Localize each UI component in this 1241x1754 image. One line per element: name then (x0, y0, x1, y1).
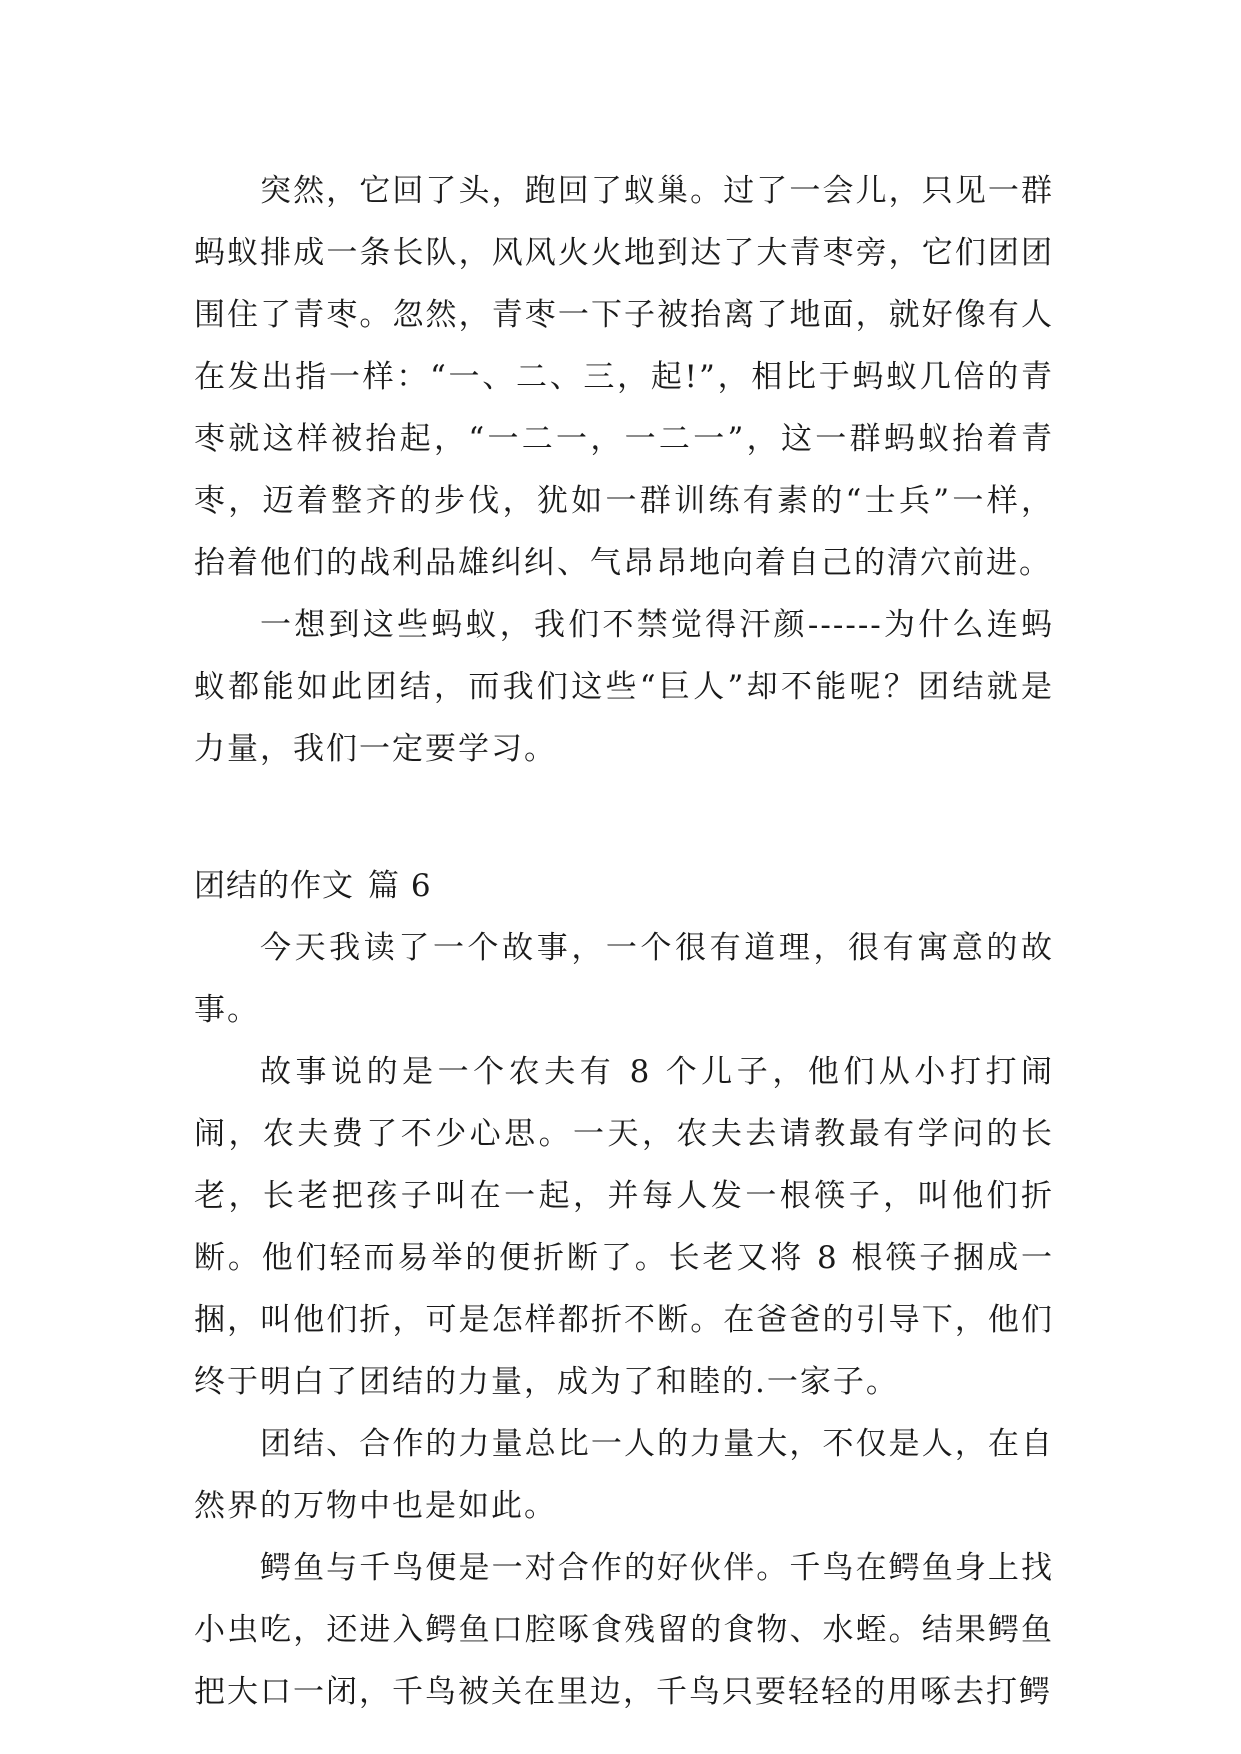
paragraph-ants-lifting-jujube: 突然，它回了头，跑回了蚁巢。过了一会儿，只见一群蚂蚁排成一条长队，风风火火地到达了大青枣旁，它们团团围住了青枣。忽然，青枣一下子被抬离了地面，就好像有人在发出指一样：“一、二、三，起!”，相比于蚂蚁几倍的青枣就这样被抬起，“一二一，一二一”，这一群蚂蚁抬着青枣，迈着整齐的步伐，犹如一群训练有素的“士兵”一样，抬着他们的战利品雄纠纠、气昂昂地向着自己的清穴前进。 (194, 173, 1054, 581)
paragraph-crocodile-plover: 鳄鱼与千鸟便是一对合作的好伙伴。千鸟在鳄鱼身上找小虫吃，还进入鳄鱼口腔啄食残留的食物、水蛭。结果鳄鱼把大口一闭，千鸟被关在里边，千鸟只要轻轻的用啄去打鳄 (194, 1550, 1054, 1710)
section-title: 团结的作文 (194, 868, 354, 904)
paragraph-farmer-story: 故事说的是一个农夫有 8 个儿子，他们从小打打闹闹，农夫费了不少心思。一天，农夫去请教最有学问的长老，长老把孩子叫在一起，并每人发一根筷子，叫他们折断。他们轻而易举的便折断了。长老又将 8 根筷子捆成一捆，叫他们折，可是怎样都折不断。在爸爸的引导下，他们终于明白了团结的力量，成为了和睦的.一家子。 (194, 1054, 1054, 1400)
section-heading (194, 855, 1054, 917)
paragraph-cooperation-nature: 团结、合作的力量总比一人的力量大，不仅是人，在自然界的万物中也是如此。 (194, 1426, 1054, 1524)
document-body (194, 160, 1054, 1723)
section-number: 篇 6 (368, 868, 432, 904)
paragraph-ants-reflection: 一想到这些蚂蚁，我们不禁觉得汗颜------为什么连蚂蚁都能如此团结，而我们这些“巨人”却不能呢？团结就是力量，我们一定要学习。 (194, 607, 1054, 767)
paragraph-story-intro: 今天我读了一个故事，一个很有道理，很有寓意的故事。 (194, 930, 1054, 1028)
